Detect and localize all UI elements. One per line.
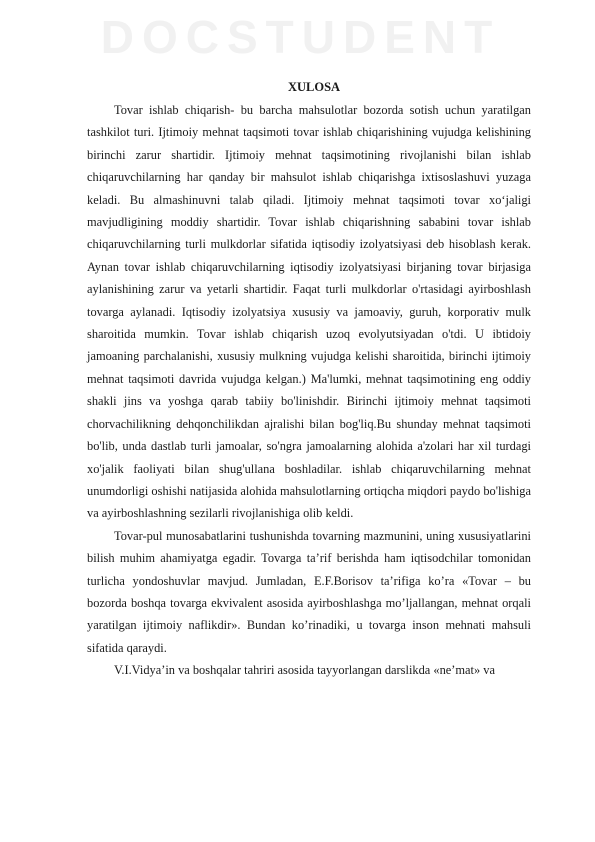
watermark (0, 0, 595, 72)
watermark-letter: E (384, 11, 417, 63)
paragraph-tovar-pul-munosabatlari: Tovar-pul munosabatlarini tushunishda tovarning mazmunini, uning xususiyatlarini bilish muhim ahamiyatga egadir. Tovarga ta’rif berishda ham iqtisodchilar tomonidan turlicha yondoshuvlar mavjud. Jumladan, E.F.Borisov ta’rifiga ko’ra «Tovar – bu bozorda boshqa tovarga ekvivalent asosida ayirboshlashga mo’ljallangan, mehnat orqali yaratilgan ijtimoiy naflikdir». Bundan ko’rinadiki, u tovarga inson mehnati mahsuli sifatida qaraydi. (87, 528, 531, 655)
watermark-letter: D (100, 11, 136, 63)
watermark-letter: T (464, 11, 495, 63)
watermark-letter: U (301, 11, 337, 63)
watermark-letter: D (343, 11, 379, 63)
document-page (87, 78, 531, 682)
document-title: XULOSA (287, 80, 341, 94)
watermark-letter: S (226, 11, 260, 63)
watermark-letter: O (141, 11, 180, 63)
watermark-letter: C (185, 11, 221, 63)
watermark-letter: N (422, 11, 459, 63)
paragraph-vidyain: V.I.Vidya’in va boshqalar tahriri asosida tayyorlangan darslikda «ne’mat» va (114, 663, 495, 678)
paragraph-tovar-ishlab-chiqarish: Tovar ishlab chiqarish- bu barcha mahsulotlar bozorda sotish uchun yaratilgan tashkilot turi. Ijtimoiy mehnat taqsimoti tovar ishlab chiqarishining vujudga kelishining birinchi zarur shartidir. Ijtimoiy mehnat taqsimotining rivojlanishi bilan ishlab chiqaruvchilarning har qanday bir mahsulot ishlab chiqarishga ixtisoslashuvi yuzaga keladi. Bu almashinuvni talab qiladi. Ijtimoiy mehnat taqsimoti tovar xo‘jaligi mavjudligining moddiy shartidir. Tovar ishlab chiqarishning sababini tovar ishlab chiqaruvchilarning turli mulkdorlar sifatida iqtisodiy izolyatsiyasi deb hisoblash kerak. Aynan tovar ishlab chiqaruvchilarning iqtisodiy izolyatsiyasi birjaning tovar birjasiga aylanishining zarur va yetarli shartidir. Faqat turli mulkdorlar o'rtasidagi ayirboshlash tovarga aylanadi. Iqtisodiy izolyatsiya xususiy va jamoaviy, guruh, korporativ mulk sharoitida mumkin. Tovar ishlab chiqarish uzoq evolyutsiyadan o'tdi. U ibtidoiy jamoaning parchalanishi, xususiy mulkning vujudga kelishi sharoitida, birinchi ijtimoiy mehnat taqsimoti davrida vujudga kelgan.) Ma'lumki, mehnat taqsimotining eng oddiy shakli jins va yoshga qarab tabiiy bo'linishdir. Birinchi ijtimoiy mehnat taqsimoti chorvachilikning dehqonchilikdan ajralishi bilan bog'liq.Bu shunday mehnat taqsimoti bo'lib, unda dastlab turli jamoalar, so'ngra jamoalarning alohida a'zolari har xil turdagi xo'jalik faoliyati bilan shug'ullana boshladilar. ishlab chiqaruvchilarning mehnat unumdorligi oshishi natijasida alohida mahsulotlarning ortiqcha miqdori paydo bo'lishiga va ayirboshlashning sezilarli rivojlanishiga olib keldi. (87, 103, 531, 521)
watermark-letter: T (265, 11, 296, 63)
